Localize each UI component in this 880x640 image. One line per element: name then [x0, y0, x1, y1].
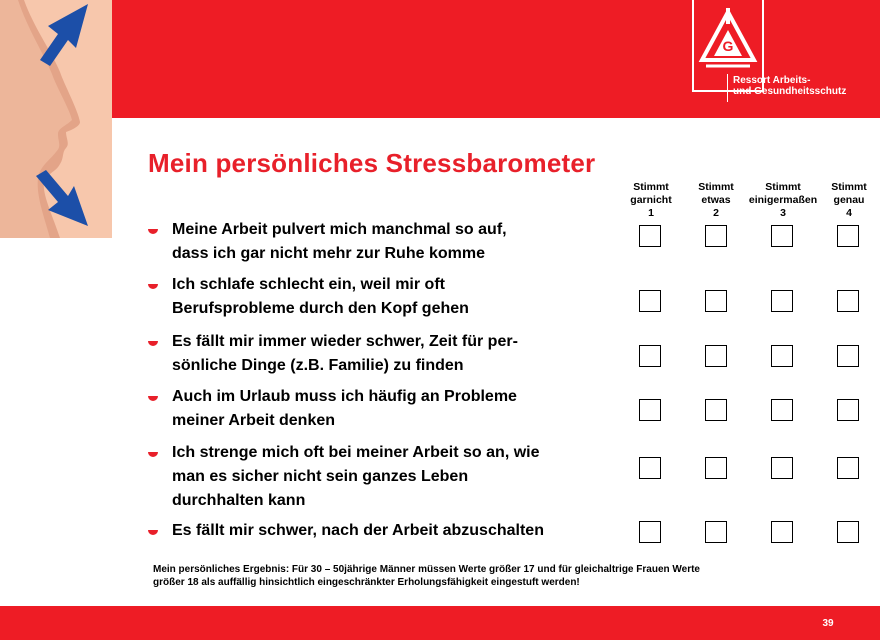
statement-item: Ich schlafe schlecht ein, weil mir oft Berufsprobleme durch den Kopf gehen — [146, 273, 616, 321]
arc-bullet-icon — [146, 390, 160, 404]
rating-checkbox[interactable] — [837, 290, 859, 312]
page-number: 39 — [822, 618, 834, 629]
arc-bullet-icon — [146, 278, 160, 292]
rating-checkbox[interactable] — [771, 521, 793, 543]
rating-checkbox[interactable] — [705, 457, 727, 479]
rating-checkbox[interactable] — [639, 457, 661, 479]
column-header-4: Stimmt genau 4 — [831, 181, 867, 219]
arc-bullet-icon — [146, 335, 160, 349]
statement-item: Es fällt mir schwer, nach der Arbeit abzuschalten — [146, 519, 616, 543]
rating-checkbox[interactable] — [837, 521, 859, 543]
arrow-icon — [36, 0, 92, 70]
column-header-3: Stimmt einigermaßen 3 — [748, 181, 818, 219]
arrow-icon — [30, 166, 92, 232]
statement-item: Auch im Urlaub muss ich häufig an Probleme meiner Arbeit denken — [146, 385, 616, 433]
rating-checkbox[interactable] — [705, 225, 727, 247]
footer-bar — [0, 606, 880, 640]
arc-bullet-icon — [146, 446, 160, 460]
rating-checkbox[interactable] — [771, 399, 793, 421]
ressort-divider — [727, 74, 728, 102]
column-header-1: Stimmt garnicht 1 — [630, 181, 672, 219]
rating-checkbox[interactable] — [705, 290, 727, 312]
rating-checkbox[interactable] — [639, 345, 661, 367]
svg-text:G: G — [722, 38, 734, 54]
ressort-label: Ressort Arbeits- und Gesundheitsschutz — [733, 75, 847, 97]
rating-checkbox[interactable] — [837, 399, 859, 421]
rating-checkbox[interactable] — [837, 457, 859, 479]
rating-checkbox[interactable] — [771, 345, 793, 367]
statement-item: Es fällt mir immer wieder schwer, Zeit für per- sönliche Dinge (z.B. Familie) zu finden — [146, 330, 616, 378]
statement-item: Meine Arbeit pulvert mich manchmal so auf, dass ich gar nicht mehr zur Ruhe komme — [146, 218, 616, 266]
arc-bullet-icon — [146, 223, 160, 237]
rating-checkbox[interactable] — [771, 225, 793, 247]
column-header-2: Stimmt etwas 2 — [698, 181, 734, 219]
result-note: Mein persönliches Ergebnis: Für 30 – 50jährige Männer müssen Werte größer 17 und für gleichaltrige Frauen Werte größer 18 als auffällig hinsichtlich eingeschränkter Erholungsfähigkeit eingestuft werden! — [153, 564, 700, 588]
face-profile-illustration — [0, 0, 112, 238]
rating-checkbox[interactable] — [639, 290, 661, 312]
rating-checkbox[interactable] — [837, 345, 859, 367]
rating-checkbox[interactable] — [705, 345, 727, 367]
arc-bullet-icon — [146, 524, 160, 538]
rating-checkbox[interactable] — [705, 399, 727, 421]
rating-checkbox[interactable] — [705, 521, 727, 543]
rating-checkbox[interactable] — [771, 457, 793, 479]
rating-checkbox[interactable] — [771, 290, 793, 312]
rating-checkbox[interactable] — [639, 399, 661, 421]
rating-checkbox[interactable] — [639, 225, 661, 247]
statement-item: Ich strenge mich oft bei meiner Arbeit so an, wie man es sicher nicht sein ganzes Leben durchhalten kann — [146, 441, 616, 513]
rating-checkbox[interactable] — [837, 225, 859, 247]
page-title: Mein persönliches Stressbarometer — [148, 148, 596, 178]
rating-checkbox[interactable] — [639, 521, 661, 543]
